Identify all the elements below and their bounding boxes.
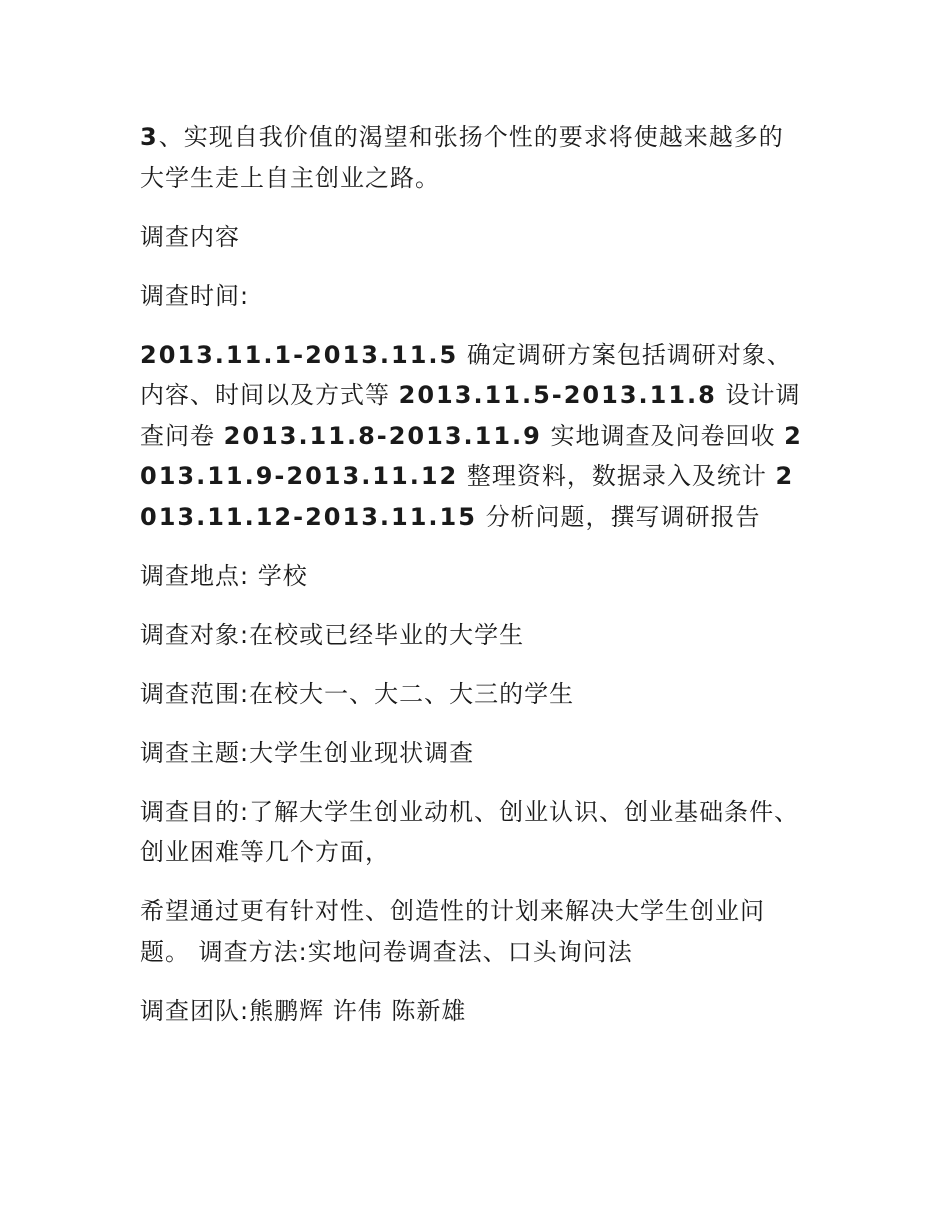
subjects-line: 调查对象:在校或已经毕业的大学生 — [140, 620, 525, 649]
schedule-paragraph — [140, 335, 808, 538]
schedule-range-4: 2013.11.9-2013.11.12 — [140, 421, 803, 490]
hope-paragraph — [140, 891, 808, 972]
schedule-range-2: 2013.11.5-2013.11.8 — [398, 381, 717, 409]
schedule-task-1: 确定调研方案包括调研对象、内容、时间以及方式等 — [140, 340, 792, 409]
hope-text: 希望通过更有针对性、创造性的计划来解决大学生创业问题。 — [140, 897, 765, 966]
document-page — [140, 117, 808, 1050]
location-line: 调查地点: 学校 — [140, 561, 308, 590]
schedule-range-1: 2013.11.1-2013.11.5 — [140, 340, 459, 369]
intro-paragraph — [140, 117, 808, 198]
schedule-task-2: 设计调查问卷 — [140, 381, 801, 450]
schedule-range-3: 2013.11.8-2013.11.9 — [223, 421, 542, 450]
schedule-task-4: 整理资料，数据录入及统计 — [466, 462, 767, 490]
time-label: 调查时间: — [140, 281, 250, 310]
intro-text: 、实现自我价值的渴望和张扬个性的要求将使越来越多的大学生走上自主创业之路。 — [140, 123, 784, 192]
topic-line: 调查主题:大学生创业现状调查 — [140, 738, 475, 767]
method-text: 调查方法:实地问卷调查法、口头询问法 — [198, 937, 633, 966]
team-line: 调查团队:熊鹏辉 许伟 陈新雄 — [140, 996, 467, 1025]
schedule-task-5: 分析问题，撰写调研报告 — [485, 502, 761, 531]
scope-line: 调查范围:在校大一、大二、大三的学生 — [140, 679, 575, 708]
intro-number: 3 — [140, 123, 159, 151]
content-heading: 调查内容 — [140, 222, 240, 251]
schedule-range-5: 2013.11.12-2013.11.15 — [140, 462, 795, 531]
schedule-task-3: 实地调查及问卷回收 — [550, 421, 776, 450]
purpose-line: 调查目的:了解大学生创业动机、创业认识、创业基础条件、创业困难等几个方面， — [140, 797, 800, 866]
